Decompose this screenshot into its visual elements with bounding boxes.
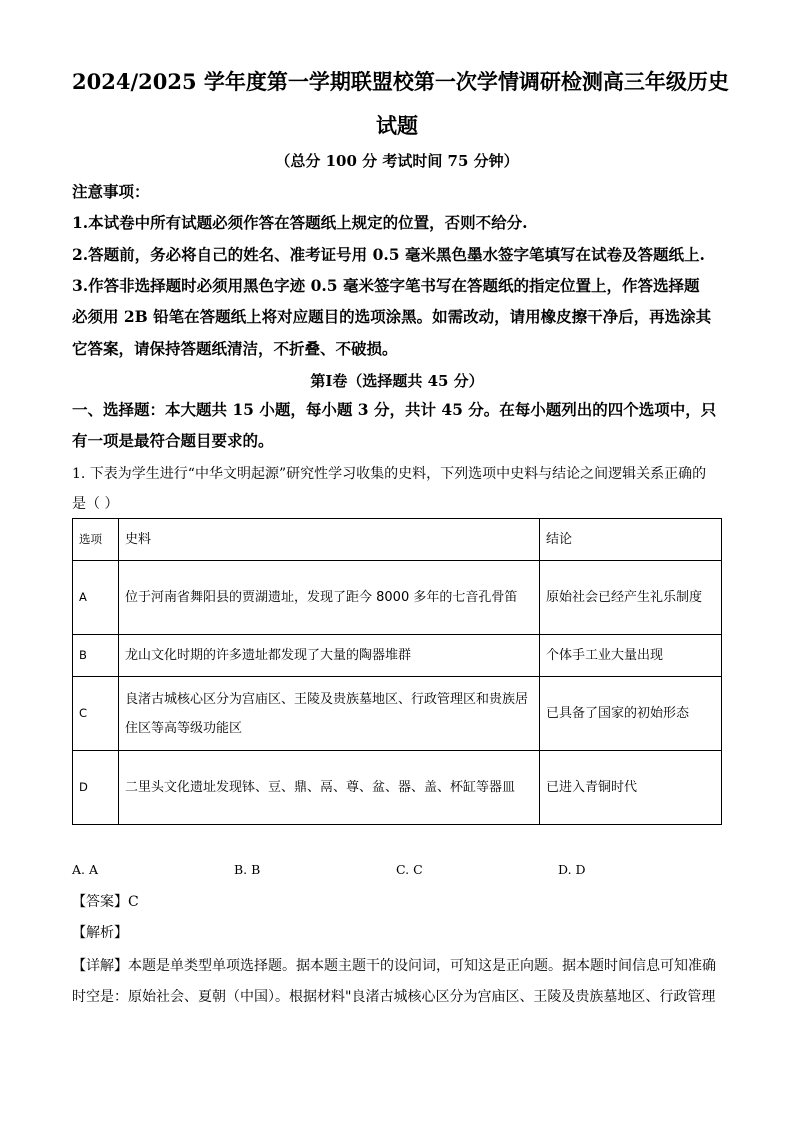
row-source: 龙山文化时期的许多遗址都发现了大量的陶器堆群: [119, 635, 540, 677]
header-source: 史料: [119, 519, 540, 561]
exam-subtitle: （总分 100 分 考试时间 75 分钟）: [275, 152, 519, 170]
header-conclusion: 结论: [540, 519, 722, 561]
notice-item-3-line2: 必须用 2B 铅笔在答题纸上将对应题目的选项涂黑。如需改动，请用橡皮擦干净后，再选涂其: [72, 307, 712, 326]
notice-item-3-line1: 3.作答非选择题时必须用黑色字迹 0.5 毫米签字笔书写在答题纸的指定位置上，作答选择题: [72, 276, 700, 295]
notice-item-2: 2.答题前，务必将自己的姓名、准考证号用 0.5 毫米黑色墨水签字笔填写在试卷及答题纸上.: [72, 245, 705, 264]
detail-line1: 【详解】本题是单类型单项选择题。据本题主题干的设问词，可知这是正向题。据本题时间信息可知准确: [72, 958, 716, 974]
source-table: [72, 518, 722, 825]
section-instruction-line2: 有一项是最符合题目要求的。: [72, 431, 274, 450]
table-row: [73, 677, 722, 751]
answer-value: C: [128, 894, 139, 910]
row-option: D: [73, 751, 119, 825]
row-source: 良渚古城核心区分为宫庙区、王陵及贵族墓地区、行政管理区和贵族居住区等高等级功能区: [119, 677, 540, 751]
answer-label: 【答案】: [72, 894, 128, 910]
table-row: [73, 751, 722, 825]
question-stem-line1: 1. 下表为学生进行“中华文明起源”研究性学习收集的史料，下列选项中史料与结论之间逻辑关系正确的: [72, 466, 707, 482]
row-conclusion: 已进入青铜时代: [540, 751, 722, 825]
notice-item-1: 1.本试卷中所有试题必须作答在答题纸上规定的位置，否则不给分.: [72, 213, 528, 232]
choice-c[interactable]: C. C: [396, 862, 423, 877]
row-option: A: [73, 561, 119, 635]
exam-title-line1: 2024/2025 学年度第一学期联盟校第一次学情调研检测高三年级历史: [72, 69, 729, 94]
analysis-label: 【解析】: [72, 925, 128, 941]
notice-item-3-line3: 它答案，请保持答题纸清洁，不折叠、不破损。: [72, 339, 398, 358]
notice-heading: 注意事项：: [72, 182, 150, 201]
choice-d[interactable]: D. D: [558, 862, 586, 877]
choice-b[interactable]: B. B: [234, 862, 261, 877]
section-instruction-line1: 一、选择题：本大题共 15 小题，每小题 3 分，共计 45 分。在每小题列出的四个选项中，只: [72, 400, 717, 419]
header-option: 选项: [73, 519, 119, 561]
row-source: 二里头文化遗址发现钵、豆、鼎、鬲、尊、盆、器、盖、杯缸等器皿: [119, 751, 540, 825]
table-row: [73, 635, 722, 677]
choice-a[interactable]: A. A: [72, 862, 99, 877]
exam-title-line2: 试题: [376, 113, 418, 138]
question-stem-line2: 是（ ）: [72, 496, 119, 512]
row-conclusion: 个体手工业大量出现: [540, 635, 722, 677]
section-title: 第Ⅰ卷（选择题共 45 分）: [310, 372, 484, 390]
row-option: C: [73, 677, 119, 751]
row-option: B: [73, 635, 119, 677]
detail-line2: 时空是：原始社会、夏朝（中国）。根据材料"良渚古城核心区分为宫庙区、王陵及贵族墓地区、行政管理: [72, 989, 716, 1005]
table-header-row: [73, 519, 722, 561]
row-conclusion: 已具备了国家的初始形态: [540, 677, 722, 751]
answer-line: [72, 892, 722, 912]
table-row: [73, 561, 722, 635]
row-conclusion: 原始社会已经产生礼乐制度: [540, 561, 722, 635]
row-source: 位于河南省舞阳县的贾湖遗址，发现了距今 8000 多年的七音孔骨笛: [119, 561, 540, 635]
